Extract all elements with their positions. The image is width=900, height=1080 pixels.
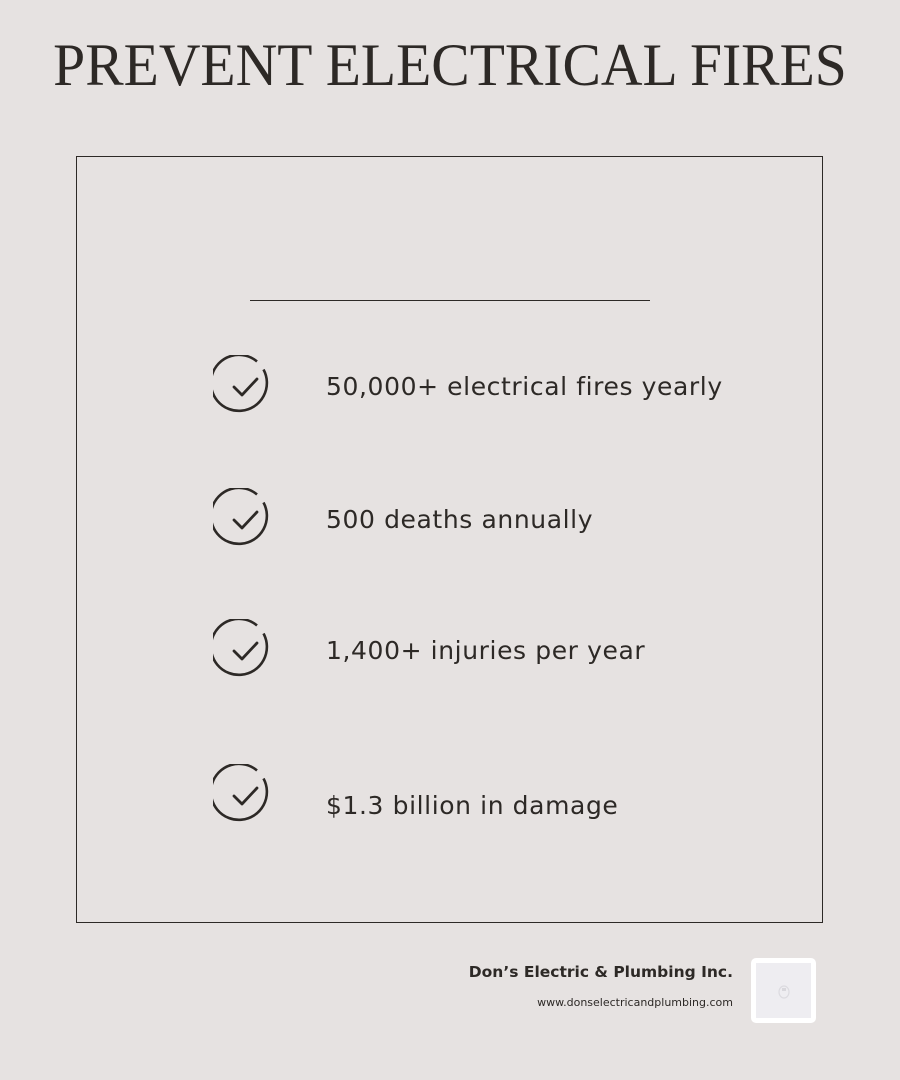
company-website[interactable]: www.donselectricandplumbing.com bbox=[537, 996, 733, 1009]
stat-label: $1.3 billion in damage bbox=[326, 790, 619, 820]
logo-placeholder bbox=[756, 963, 811, 1018]
check-circle-icon bbox=[213, 488, 275, 550]
check-circle-icon bbox=[213, 355, 275, 417]
stat-item bbox=[213, 355, 723, 417]
check-circle-icon bbox=[213, 764, 275, 826]
stat-item bbox=[213, 488, 593, 550]
stat-label: 50,000+ electrical fires yearly bbox=[326, 371, 723, 401]
stat-item bbox=[213, 619, 645, 681]
company-logo bbox=[751, 958, 816, 1023]
stat-label: 500 deaths annually bbox=[326, 504, 594, 534]
logo-placeholder-icon bbox=[777, 983, 791, 999]
divider-line bbox=[250, 300, 650, 301]
stat-item bbox=[213, 764, 618, 826]
check-circle-icon bbox=[213, 619, 275, 681]
page-title: PREVENT ELECTRICAL FIRES bbox=[53, 32, 847, 98]
company-name: Don’s Electric & Plumbing Inc. bbox=[468, 963, 733, 981]
stat-label: 1,400+ injuries per year bbox=[326, 635, 646, 665]
